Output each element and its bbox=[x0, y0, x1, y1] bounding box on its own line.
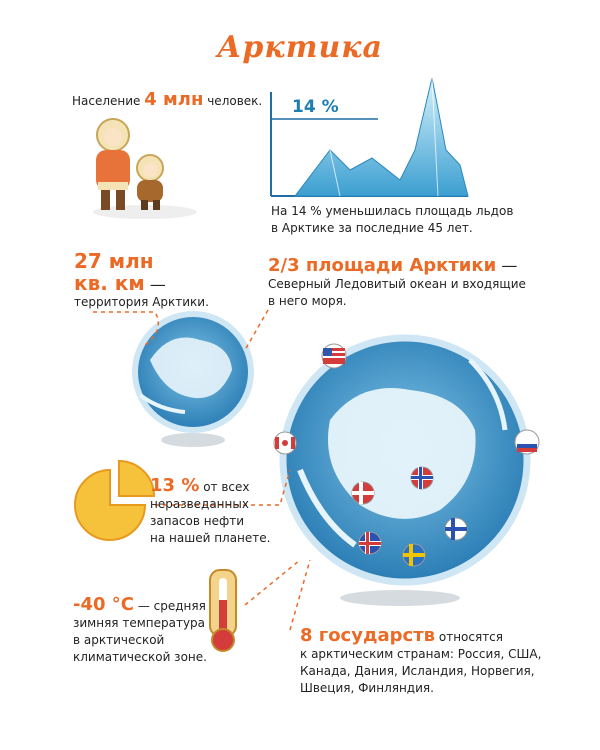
sweden-flag bbox=[403, 544, 425, 566]
states-value: 8 государств bbox=[300, 625, 436, 646]
russia-flag bbox=[515, 430, 539, 454]
canada-flag bbox=[274, 432, 296, 454]
oil-value: 13 % bbox=[150, 475, 200, 496]
states-line4: Швеция, Финляндия. bbox=[300, 681, 434, 695]
finland-flag bbox=[445, 518, 467, 540]
states-suffix: относятся bbox=[438, 630, 504, 644]
oil-line1: от всех bbox=[203, 480, 250, 494]
usa-flag bbox=[322, 344, 346, 368]
ice-area-chart bbox=[271, 78, 468, 196]
population-fact bbox=[72, 91, 262, 110]
states-line2: к арктическим странам: Россия, США, bbox=[300, 647, 542, 661]
states-fact bbox=[300, 627, 541, 697]
temperature-fact bbox=[73, 596, 207, 666]
temperature-dash: — средняя bbox=[134, 599, 206, 613]
inuit-people-icon bbox=[93, 119, 197, 219]
norway-flag bbox=[411, 467, 433, 489]
ocean-caption-line2: в него моря. bbox=[268, 294, 347, 308]
territory-value-line2: кв. км bbox=[74, 271, 145, 295]
ice-caption bbox=[271, 203, 513, 237]
territory-dash: — bbox=[144, 275, 166, 294]
thermometer-icon bbox=[210, 570, 236, 651]
ocean-value: 2/3 площади Арктики bbox=[268, 255, 497, 276]
small-globe-icon bbox=[135, 314, 251, 447]
population-value: 4 млн bbox=[144, 89, 204, 110]
oil-line3: запасов нефти bbox=[150, 514, 245, 528]
ocean-fact bbox=[268, 255, 526, 310]
temperature-line2: зимняя температура bbox=[73, 616, 206, 630]
ice-caption-line1: На 14 % уменьшилась площадь льдов bbox=[271, 204, 514, 218]
ice-caption-line2: в Арктике за последние 45 лет. bbox=[271, 221, 473, 235]
temperature-value: -40 °C bbox=[73, 594, 134, 615]
large-globe-icon bbox=[283, 338, 527, 606]
population-prefix: Население bbox=[72, 94, 141, 108]
territory-fact bbox=[74, 250, 209, 311]
oil-fact bbox=[150, 477, 270, 547]
states-line3: Канада, Дания, Исландия, Норвегия, bbox=[300, 664, 535, 678]
denmark-flag bbox=[352, 482, 374, 504]
temperature-line4: климатической зоне. bbox=[73, 650, 207, 664]
territory-value-line1: 27 млн bbox=[74, 249, 154, 273]
ocean-dash: — bbox=[496, 256, 518, 275]
population-suffix: человек. bbox=[207, 94, 263, 108]
page-title: Арктика bbox=[216, 30, 383, 65]
territory-caption: территория Арктики. bbox=[74, 295, 209, 309]
ice-percent-label: 14 % bbox=[292, 97, 339, 117]
oil-line2: неразведанных bbox=[150, 497, 249, 511]
ocean-caption-line1: Северный Ледовитый океан и входящие bbox=[268, 277, 526, 291]
iceland-flag bbox=[359, 532, 381, 554]
temperature-line3: в арктической bbox=[73, 633, 165, 647]
oil-reserves-pie-icon bbox=[75, 461, 154, 540]
oil-line4: на нашей планете. bbox=[150, 531, 271, 545]
